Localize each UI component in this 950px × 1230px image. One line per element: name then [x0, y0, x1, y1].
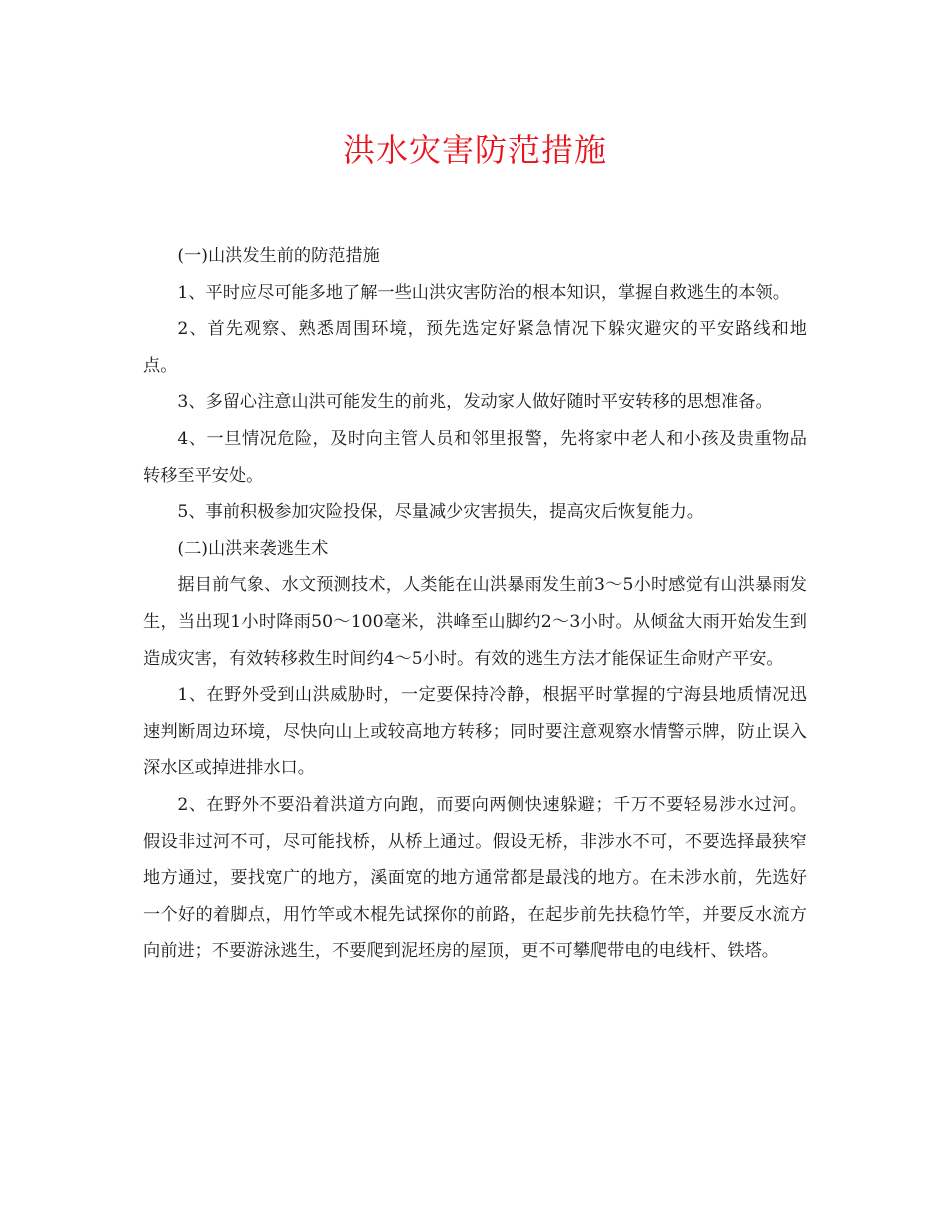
paragraph: 5、事前积极参加灾险投保，尽量减少灾害损失，提高灾后恢复能力。: [177, 502, 704, 523]
section-heading: (二)山洪来袭逃生术: [177, 538, 329, 559]
paragraph: 2、在野外不要沿着洪道方向跑，而要向两侧快速躲避；千万不要轻易涉水过河。假设非过河不可，尽可能找桥，从桥上通过。假设无桥，非涉水不可，不要选择最狭窄地方通过，要找宽广的地方，溪面宽的地方通常都是最浅的地方。在未涉水前，先选好一个好的着脚点，用竹竿或木棍先试探你的前路，在起步前先扶稳竹竿，并要反水流方向前进；不要游泳逃生，不要爬到泥坯房的屋顶，更不可攀爬带电的电线杆、铁塔。: [143, 794, 807, 962]
paragraph: 3、多留心注意山洪可能发生的前兆，发动家人做好随时平安转移的思想准备。: [177, 392, 773, 413]
document-body: [143, 238, 807, 970]
document-title: 洪水灾害防范措施: [342, 131, 607, 169]
paragraph: 4、一旦情况危险，及时向主管人员和邻里报警，先将家中老人和小孩及贵重物品转移至平安处。: [143, 428, 807, 486]
section-heading: (一)山洪发生前的防范措施: [177, 246, 380, 266]
paragraph: 2、首先观察、熟悉周围环境，预先选定好紧急情况下躲灾避灾的平安路线和地点。: [143, 319, 807, 376]
paragraph: 据目前气象、水文预测技术，人类能在山洪暴雨发生前3～5小时感觉有山洪暴雨发生，当出现1小时降雨50～100毫米，洪峰至山脚约2～3小时。从倾盆大雨开始发生到造成灾害，有效转移救生时间约4～5小时。有效的逃生方法才能保证生命财产平安。: [143, 575, 807, 669]
paragraph: 1、平时应尽可能多地了解一些山洪灾害防治的根本知识，掌握自救逃生的本领。: [177, 282, 790, 303]
paragraph: 1、在野外受到山洪威胁时，一定要保持冷静，根据平时掌握的宁海县地质情况迅速判断周边环境，尽快向山上或较高地方转移；同时要注意观察水情警示牌，防止误入深水区或掉进排水口。: [143, 685, 807, 779]
